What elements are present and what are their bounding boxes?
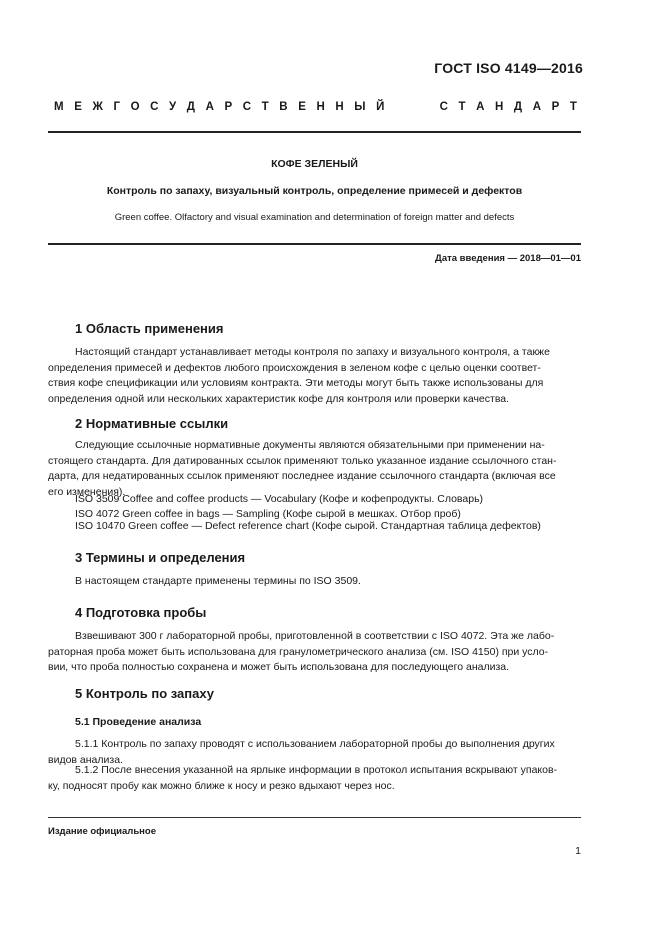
caption-letter: Н <box>495 101 504 113</box>
text-line: ку, подносят пробу как можно ближе к носу и резко вдыхают через нос. <box>48 779 395 792</box>
introduction-date: Дата введения — 2018—01—01 <box>435 253 581 264</box>
document-subtitle-en: Green coffee. Olfactory and visual examination and determination of foreign matter and defects <box>114 212 515 223</box>
caption-letter: Р <box>224 101 233 113</box>
section-4-text <box>48 629 581 676</box>
document-title: КОФЕ ЗЕЛЕНЫЙ <box>271 158 358 170</box>
text-line: 5.1.2 После внесения указанной на ярлыке информации в протокол испытания вскрывают упаков- <box>75 764 558 776</box>
caption-letter: Т <box>569 101 577 113</box>
text-line: его изменения). <box>48 485 126 498</box>
caption-letter: Т <box>261 101 269 113</box>
caption-letter: С <box>439 101 448 113</box>
text-line: ствия кофе спецификации или условиям контракта. Эти методы могут быть также использованы для <box>48 377 544 389</box>
section-5-heading: 5 Контроль по запаху <box>75 686 214 701</box>
interstate-standard-caption <box>54 101 577 113</box>
section-4-heading: 4 Подготовка пробы <box>75 605 207 620</box>
text-line: стоящего стандарта. Для датированных ссылок применяют только указанное издание ссылочного стан- <box>48 454 557 467</box>
text-line: вии, что проба полностью сохранена и может быть использована для последующего анализа. <box>48 661 510 673</box>
caption-letter: Й <box>376 101 385 113</box>
reference-iso-10470: ISO 10470 Green coffee — Defect reference chart (Кофе сырой. Стандартная таблица дефектов) <box>75 520 541 532</box>
caption-letter: М <box>54 101 64 113</box>
header-rule <box>48 131 581 133</box>
reference-iso-4072: ISO 4072 Green coffee in bags — Sampling (Кофе сырой в мешках. Отбор проб) <box>75 508 461 520</box>
caption-letter: Е <box>74 101 82 113</box>
text-line: 5.1.1 Контроль по запаху проводят с использованием лабораторной пробы до выполнения других <box>75 738 555 750</box>
word-gap <box>395 101 429 113</box>
caption-letter: С <box>242 101 252 113</box>
section-1-text <box>48 345 581 407</box>
section-3-text <box>48 574 581 590</box>
caption-letter: А <box>532 101 542 113</box>
text-line: раторная проба может быть использована для гранулометрического анализа (см. ISO 4150) при усло- <box>48 645 549 658</box>
caption-letter: В <box>279 101 288 113</box>
caption-letter: У <box>169 101 177 113</box>
standard-number: ГОСТ ISO 4149—2016 <box>434 60 583 76</box>
caption-letter: Н <box>316 101 325 113</box>
official-edition-note: Издание официальное <box>48 826 156 837</box>
text-line: В настоящем стандарте применены термины по ISO 3509. <box>75 575 361 587</box>
caption-letter: Д <box>513 101 523 113</box>
caption-letter: А <box>476 101 485 113</box>
title-rule <box>48 243 581 245</box>
text-line: Настоящий стандарт устанавливает методы контроля по запаху и визуального контроля, а также <box>75 346 550 358</box>
document-subtitle-ru: Контроль по запаху, визуальный контроль, определение примесей и дефектов <box>106 185 523 197</box>
reference-iso-3509: ISO 3509 Coffee and coffee products — Vocabulary (Кофе и кофепродукты. Словарь) <box>75 493 484 505</box>
caption-letter: Р <box>551 101 560 113</box>
text-line: определения примесей и дефектов любого происхождения в зеленом кофе с целью оценки соответ- <box>48 361 541 374</box>
paragraph-5-1-2 <box>48 763 581 794</box>
section-1-heading: 1 Область применения <box>75 321 224 336</box>
section-2-text <box>48 438 581 500</box>
caption-letter: Ы <box>354 101 366 113</box>
caption-letter: С <box>150 101 159 113</box>
footer-rule <box>48 817 581 818</box>
caption-letter: Ж <box>92 101 103 113</box>
text-line: Следующие ссылочные нормативные документы являются обязательными при применении на- <box>75 439 545 451</box>
text-line: дарта, для недатированных ссылок применяют последнее издание ссылочного стандарта (включая все <box>48 470 556 482</box>
text-line: Взвешивают 300 г лабораторной пробы, приготовленной в соответствии с ISO 4072. Эта же лабо- <box>75 630 555 642</box>
caption-letter: Н <box>335 101 344 113</box>
text-line: определения одной или нескольких характеристик кофе для контроля или проверки качества. <box>48 392 510 405</box>
caption-letter: Т <box>458 101 466 113</box>
section-3-heading: 3 Термины и определения <box>75 550 246 565</box>
text-line: видов анализа. <box>48 753 123 766</box>
page-number: 1 <box>575 845 581 857</box>
subsection-5-1-heading: 5.1 Проведение анализа <box>75 716 202 728</box>
caption-letter: Д <box>186 101 195 113</box>
section-2-heading: 2 Нормативные ссылки <box>75 416 229 431</box>
caption-letter: О <box>130 101 140 113</box>
caption-letter: Г <box>113 101 120 113</box>
caption-letter: А <box>205 101 214 113</box>
caption-letter: Е <box>298 101 306 113</box>
